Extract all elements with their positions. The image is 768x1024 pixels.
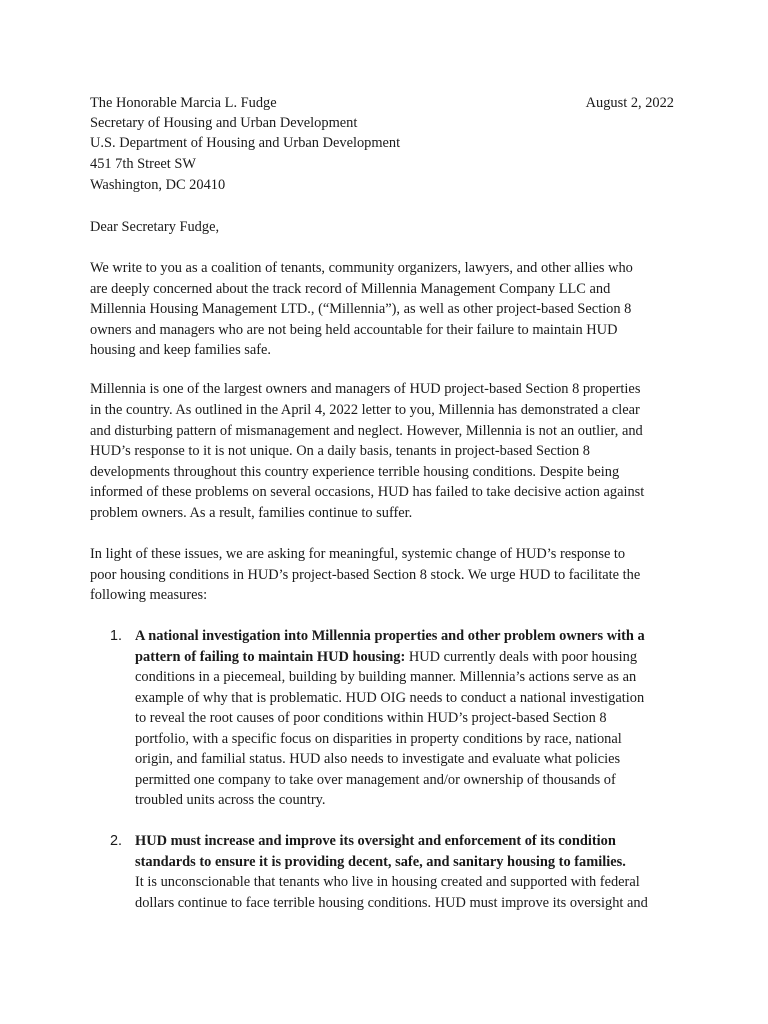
list-item-body: permitted one company to take over management and/or ownership of thousands of (135, 772, 616, 788)
paragraph-1-line: are deeply concerned about the track record of Millennia Management Company LLC and (90, 281, 611, 297)
paragraph-2-line: and disturbing pattern of mismanagement and neglect. However, Millennia is not an outlier, and (90, 423, 643, 439)
list-item-body: It is unconscionable that tenants who live in housing created and supported with federal (135, 874, 640, 890)
paragraph-2-line: problem owners. As a result, families continue to suffer. (90, 505, 413, 521)
recipient-street: 451 7th Street SW (90, 156, 196, 172)
recipient-name: The Honorable Marcia L. Fudge (90, 95, 277, 111)
list-item-number: 1. (110, 628, 123, 644)
paragraph-3-line: following measures: (90, 587, 208, 603)
list-item-heading-line (135, 647, 637, 667)
paragraph-1-line: We write to you as a coalition of tenants, community organizers, lawyers, and other allies who (90, 260, 633, 276)
list-item-body: dollars continue to face terrible housing conditions. HUD must improve its oversight and (135, 895, 648, 911)
paragraph-3-line: In light of these issues, we are asking for meaningful, systemic change of HUD’s response to (90, 546, 626, 562)
list-item-body: conditions in a piecemeal, building by building manner. Millennia’s actions serve as an (135, 669, 637, 685)
list-item-number: 2. (110, 833, 123, 849)
list-item-body: origin, and familial status. HUD also needs to investigate and evaluate what policies (135, 751, 621, 767)
salutation: Dear Secretary Fudge, (90, 219, 220, 235)
list-item-body: HUD currently deals with poor housing (405, 649, 638, 665)
paragraph-2-line: informed of these problems on several occasions, HUD has failed to take decisive action against (90, 484, 645, 500)
list-item-body: to reveal the root causes of poor conditions within HUD’s project-based Section 8 (135, 710, 607, 726)
paragraph-2-line: Millennia is one of the largest owners and managers of HUD project-based Section 8 properties (90, 381, 641, 397)
recipient-department: U.S. Department of Housing and Urban Development (90, 135, 401, 151)
list-item-heading: standards to ensure it is providing decent, safe, and sanitary housing to families. (135, 854, 626, 870)
list-item-body: troubled units across the country. (135, 792, 326, 808)
letter-date: August 2, 2022 (585, 95, 674, 111)
list-item-body: portfolio, with a specific focus on disparities in property conditions by race, national (135, 731, 622, 747)
list-item-heading: HUD must increase and improve its oversight and enforcement of its condition (135, 833, 616, 849)
paragraph-2-line: developments throughout this country experience terrible housing conditions. Despite being (90, 464, 620, 480)
paragraph-1-line: Millennia Housing Management LTD., (“Millennia”), as well as other project-based Section 8 (90, 301, 632, 317)
list-item-heading: A national investigation into Millennia properties and other problem owners with a (135, 628, 645, 644)
paragraph-1-line: housing and keep families safe. (90, 342, 272, 358)
paragraph-2-line: HUD’s response to it is not unique. On a daily basis, tenants in project-based Section 8 (90, 443, 590, 459)
list-item-heading: pattern of failing to maintain HUD housing: (135, 649, 406, 665)
recipient-city: Washington, DC 20410 (90, 177, 226, 193)
paragraph-1-line: owners and managers who are not being held accountable for their failure to maintain HUD (90, 322, 618, 338)
list-item-body: example of why that is problematic. HUD OIG needs to conduct a national investigation (135, 690, 645, 706)
paragraph-3-line: poor housing conditions in HUD’s project-based Section 8 stock. We urge HUD to facilitate the (90, 567, 641, 583)
recipient-title: Secretary of Housing and Urban Development (90, 115, 358, 131)
paragraph-2-line: in the country. As outlined in the April 4, 2022 letter to you, Millennia has demonstrated a clear (90, 402, 640, 418)
